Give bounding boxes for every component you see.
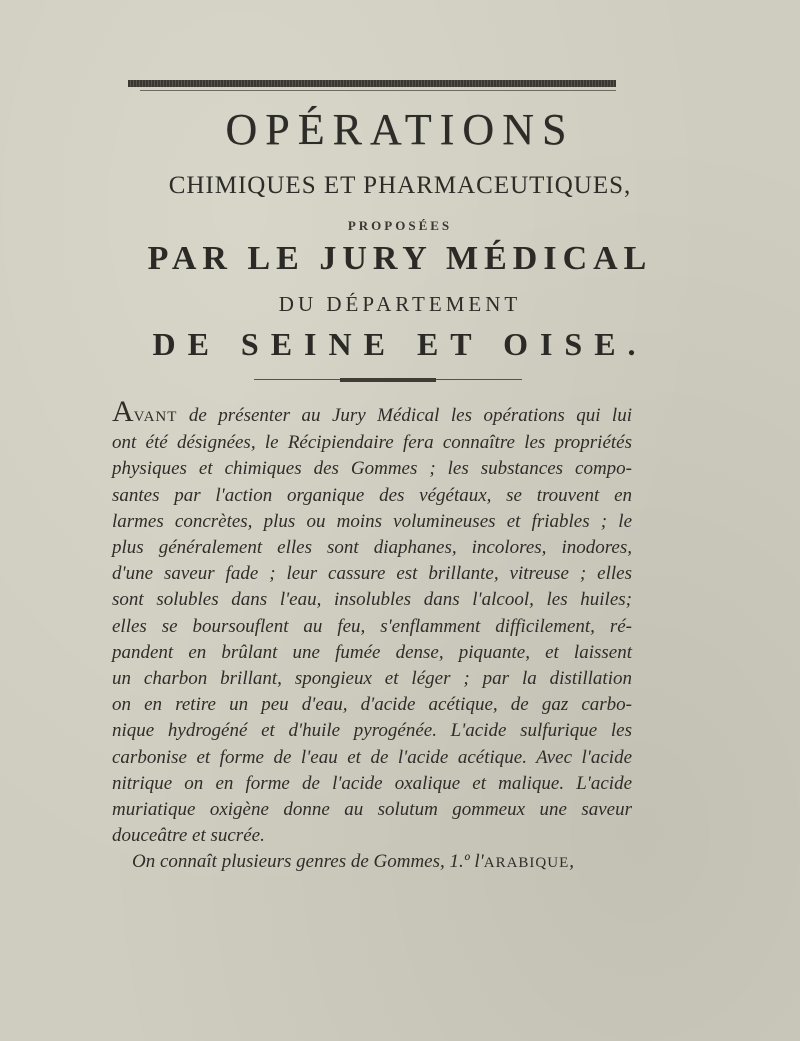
- body-line: nitrique on en forme de l'acide oxalique et malique. L'acide: [112, 772, 632, 794]
- subtitle-chimiques: CHIMIQUES ET PHARMACEUTIQUES,: [168, 172, 632, 199]
- body-line: ont été désignées, le Récipiendaire fera connaître les propriétés: [112, 432, 632, 454]
- top-ornamental-rule: [128, 80, 616, 87]
- subtitle-departement: DU DÉPARTEMENT: [278, 292, 522, 316]
- subtitle-seine-et-oise: DE SEINE ET OISE.: [152, 326, 648, 362]
- body-line: On connaît plusieurs genres de Gommes, 1.º l'ARABIQUE,: [132, 851, 574, 873]
- section-divider-rule: [254, 378, 522, 381]
- body-line: plus généralement elles sont diaphanes, incolores, inodores,: [112, 537, 632, 559]
- body-line: on en retire un peu d'eau, d'acide acétique, de gaz carbo-: [112, 694, 632, 716]
- body-line: pandent en brûlant une fumée dense, piquante, et laissent: [112, 641, 632, 663]
- body-line: un charbon brillant, spongieux et léger ; par la distillation: [112, 668, 632, 690]
- body-line: elles se boursouflent au feu, s'enflamment difficilement, ré-: [112, 615, 632, 637]
- body-line: santes par l'action organique des végétaux, se trouvent en: [112, 484, 632, 506]
- body-line: carbonise et forme de l'eau et de l'acide acétique. Avec l'acide: [112, 746, 632, 768]
- subtitle-proposees: PROPOSÉES: [347, 218, 453, 233]
- top-thin-rule: [140, 90, 616, 91]
- drop-cap: A: [112, 395, 134, 428]
- body-line: AVANT de présenter au Jury Médical les opérations qui lui: [112, 395, 632, 428]
- subtitle-jury-medical: PAR LE JURY MÉDICAL: [147, 240, 653, 277]
- title-operations: OPÉRATIONS: [225, 105, 575, 154]
- body-line: larmes concrètes, plus ou moins volumineuses et friables ; le: [112, 510, 632, 532]
- body-line: physiques et chimiques des Gommes ; les substances compo-: [112, 458, 632, 480]
- body-text: [112, 395, 632, 877]
- body-line: muriatique oxigène donne au solutum gommeux une saveur: [112, 799, 632, 821]
- body-line: d'une saveur fade ; leur cassure est brillante, vitreuse ; elles: [112, 563, 632, 585]
- body-line: douceâtre et sucrée.: [112, 825, 265, 847]
- body-line: sont solubles dans l'eau, insolubles dans l'alcool, les huiles;: [112, 589, 632, 611]
- body-line: nique hydrogéné et d'huile pyrogénée. L'acide sulfurique les: [112, 720, 632, 742]
